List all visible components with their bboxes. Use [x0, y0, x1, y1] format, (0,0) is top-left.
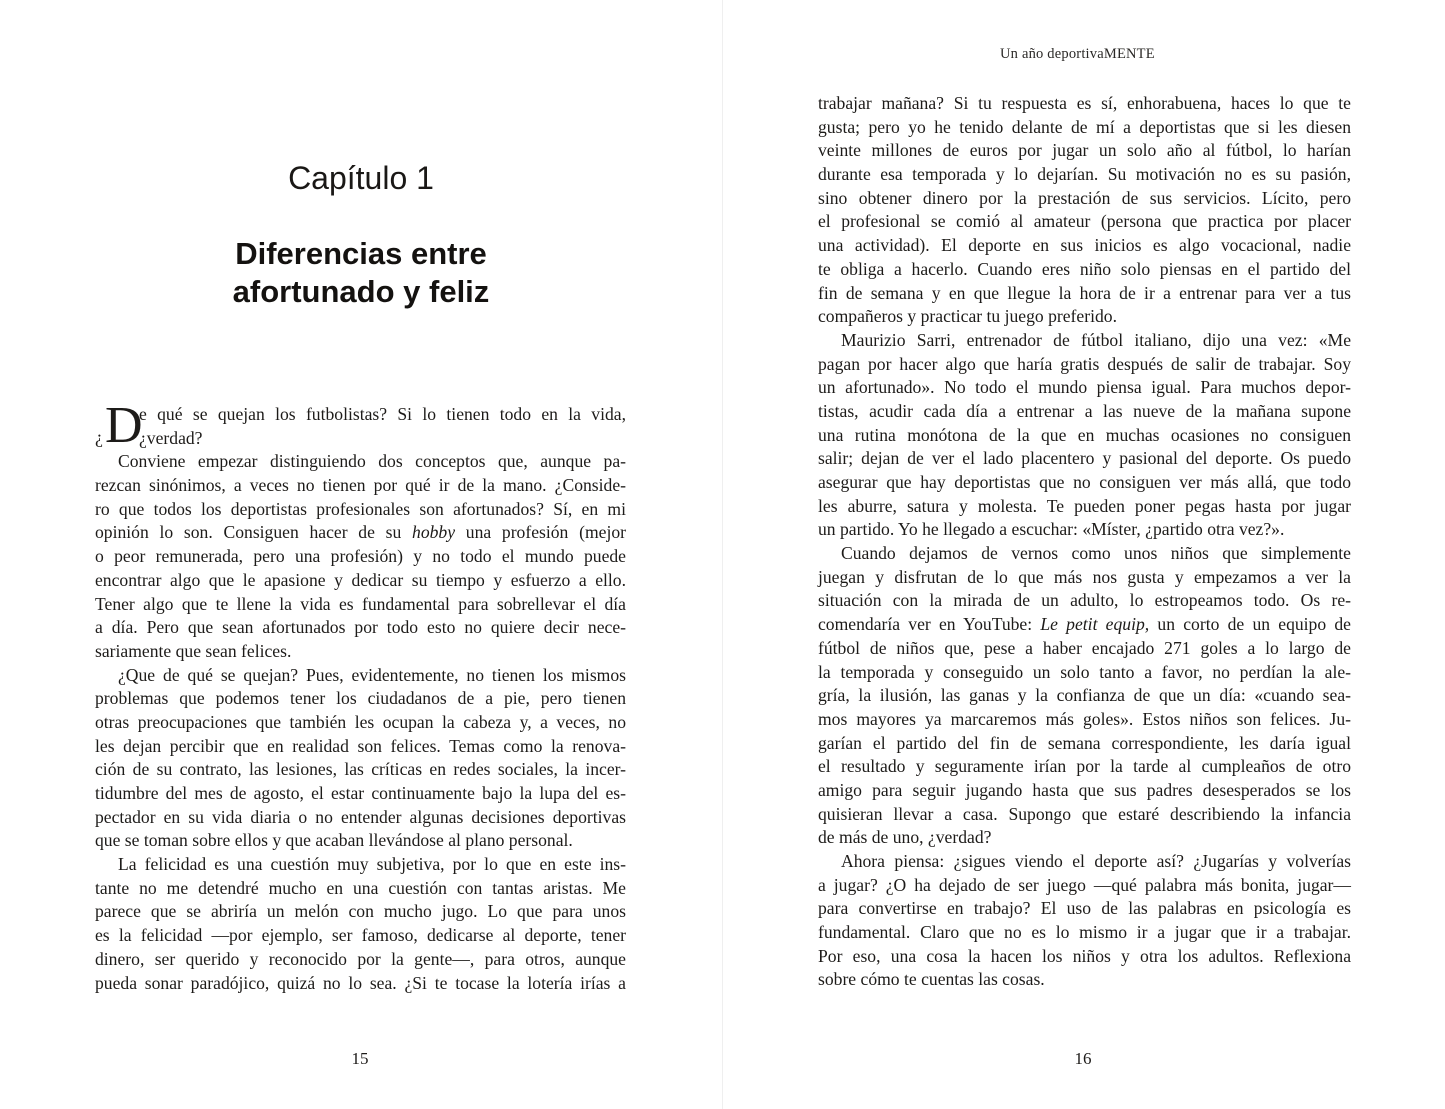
- text-line: fin de semana y en que llegue la hora de ir a entrenar para ver a tus: [818, 282, 1351, 303]
- text-line: durante esa temporada y lo dejarían. Su motivación no es su pasión,: [818, 164, 1351, 185]
- italic-title: Le petit equip,: [1040, 614, 1150, 635]
- text-line: tante no me detendré mucho en una cuestión con tantas aristas. Me: [95, 877, 626, 898]
- italic-term: hobby: [412, 522, 456, 543]
- text-line: quisieran llevar a casa. Supongo que estaré describiendo la infancia: [818, 803, 1351, 824]
- text-line: el resultado y seguramente irían por la tarde al cumpleaños de otro: [818, 756, 1351, 777]
- page-number: 16: [1074, 1049, 1092, 1068]
- text-line: Por eso, una cosa la hacen los niños y otra los adultos. Reflexiona: [818, 945, 1351, 966]
- text-line: es la felicidad —por ejemplo, ser famoso, dedicarse al deporte, tener: [95, 925, 626, 946]
- text-line: salir; dejan de ver el lado placentero y pasional del deporte. Os puedo: [818, 448, 1351, 469]
- text-line: Conviene empezar distinguiendo dos conceptos que, aunque pa-: [118, 451, 626, 472]
- text-line: trabajar mañana? Si tu respuesta es sí, enhorabuena, haces lo que te: [818, 93, 1351, 113]
- text-line: ¿Que de qué se quejan? Pues, evidentemente, no tienen los mismos: [118, 664, 626, 685]
- text-line: la temporada y conseguido un solo tanto a favor, no perdían la ale-: [818, 661, 1351, 682]
- text-line: Cuando dejamos de vernos como unos niños que simplemente: [841, 543, 1351, 564]
- text-line: garían el partido del fin de semana correspondiente, les daría igual: [818, 732, 1351, 753]
- text-line: que se toman sobre ellos y que acaban llevándose al plano personal.: [95, 830, 573, 851]
- text-line: encontrar algo que le apasione y dedicar su tiempo y esfuerzo a ello.: [95, 569, 626, 590]
- text-line: otras preocupaciones que también les ocupan la cabeza y, a veces, no: [95, 711, 626, 732]
- chapter-number: Capítulo 1: [288, 160, 434, 196]
- page-number: 15: [351, 1049, 369, 1068]
- text-line: fútbol de niños que, pese a haber encajado 271 goles a lo largo de: [818, 637, 1351, 658]
- left-page: [0, 0, 722, 1109]
- text-line: tidumbre del mes de agosto, el estar continuamente bajo la lupa del es-: [95, 783, 626, 803]
- text-line: o peor remunerada, pero una profesión) y no todo el mundo puede: [95, 546, 626, 567]
- chapter-title-line: Diferencias entre: [235, 236, 487, 271]
- text-line: gría, la ilusión, las ganas y la confianza de que un día: «cuando sea-: [818, 685, 1351, 706]
- running-head-text: Un año deportivaMENTE: [1000, 46, 1155, 62]
- text-line: un partido. Yo he llegado a escuchar: «Míster, ¿partido otra vez?».: [818, 519, 1285, 540]
- text-line: ro que todos los deportistas profesionales son afortunados? Sí, en mi: [95, 498, 626, 519]
- text-line: e qué se quejan los futbolistas? Si lo tienen todo en la vida,: [139, 404, 626, 424]
- left-body-text: [95, 403, 626, 995]
- text-line: a día. Pero que sean afortunados por todo esto no quiere decir nece-: [95, 617, 626, 638]
- text-line: fundamental. Claro que no es lo mismo ir a jugar que ir a trabajar.: [818, 922, 1351, 943]
- text-line: La felicidad es una cuestión muy subjetiva, por lo que en este ins-: [118, 854, 626, 875]
- text-line: mos mayores ya marcaremos más goles». Estos niños son felices. Ju-: [818, 708, 1351, 729]
- text-line: problemas que podemos tener los ciudadanos de a pie, pero tienen: [95, 688, 626, 709]
- text-line: juegan y disfrutan de lo que más nos gusta y empezamos a ver la: [818, 566, 1351, 587]
- text-line: pectador en su vida diaria o no entender algunas decisiones deportivas: [95, 806, 626, 827]
- chapter-title: [95, 235, 627, 311]
- text-line: Tener algo que te llene la vida es fundamental para sobrellevar el día: [95, 593, 626, 614]
- right-page: [723, 0, 1445, 1109]
- text-segment: un corto de un equipo de: [1149, 614, 1351, 635]
- text-segment: comendaría ver en YouTube:: [818, 614, 1041, 635]
- text-line: Ahora piensa: ¿sigues viendo el deporte así? ¿Jugarías y volverías: [841, 851, 1351, 871]
- text-line: sobre cómo te cuentas las cosas.: [818, 969, 1045, 990]
- text-line: les aburre, satura y molesta. Te pueden poner pegas hasta por jugar: [818, 495, 1351, 516]
- text-line: a jugar? ¿O ha dejado de ser juego —qué palabra más bonita, jugar—: [818, 874, 1351, 895]
- text-line: rezcan sinónimos, a veces no tienen por qué ir de la mano. ¿Conside-: [95, 475, 626, 496]
- text-segment: opinión lo son. Consiguen hacer de su: [95, 522, 413, 543]
- text-line: parece que se abriría un melón con mucho jugo. Lo que para unos: [95, 901, 626, 922]
- text-line: una actividad). El deporte en sus inicios es algo vocacional, nadie: [818, 235, 1351, 256]
- text-line-with-italic: [818, 613, 1351, 637]
- text-line: asegurar que hay deportistas que no consiguen ver más allá, que todo: [818, 472, 1351, 492]
- text-line: gusta; pero yo he tenido delante de mí a deportistas que si les diesen: [818, 116, 1351, 137]
- text-line: el profesional se comió al amateur (persona que practica por placer: [818, 211, 1351, 232]
- text-line: pueda sonar paradójico, quizá no lo sea. ¿Si te tocase la lotería irías a: [95, 972, 626, 993]
- text-line: un afortunado». No todo el mundo piensa igual. Para muchos depor-: [818, 377, 1351, 398]
- text-line: dinero, ser querido y reconocido por la gente—, para otros, aunque: [95, 948, 626, 969]
- text-line: Maurizio Sarri, entrenador de fútbol italiano, dijo una vez: «Me: [841, 329, 1351, 350]
- text-line-with-italic: [95, 521, 626, 545]
- text-line: tistas, acudir cada día a entrenar a las nueve de la mañana supone: [818, 400, 1351, 421]
- text-line: pagan por hacer algo que haría gratis después de salir de trabajar. Soy: [818, 353, 1351, 374]
- text-line: situación con la mirada de un adulto, lo estropeamos todo. Os re-: [818, 590, 1351, 611]
- text-line: sariamente que sean felices.: [95, 640, 292, 661]
- text-line: te obliga a hacerlo. Cuando eres niño solo piensas en el partido del: [818, 258, 1351, 279]
- text-line: amigo para seguir jugando hasta que sus padres desesperados se los: [818, 779, 1351, 800]
- text-line: sino obtener dinero por la prestación de sus servicios. Lícito, pero: [818, 187, 1351, 208]
- text-line: ción de su contrato, las lesiones, las críticas en redes sociales, la incer-: [95, 759, 626, 780]
- text-line: para convertirse en trabajo? El uso de las palabras en psicología es: [818, 898, 1351, 919]
- drop-cap-question-mark: ¿: [95, 427, 103, 447]
- text-line: les dejan percibir que en realidad son felices. Temas como la renova-: [95, 735, 626, 756]
- text-line: de más de uno, ¿verdad?: [818, 827, 992, 848]
- text-line: compañeros y practicar tu juego preferido.: [818, 306, 1117, 327]
- right-body-text: [818, 92, 1351, 992]
- drop-cap-letter: D: [105, 397, 143, 454]
- text-line: una rutina monótona de la que en muchas ocasiones no consiguen: [818, 424, 1351, 445]
- text-line: ¿verdad?: [139, 427, 203, 448]
- text-segment: una profesión (mejor: [455, 522, 626, 543]
- text-line: veinte millones de euros por jugar un solo año al fútbol, lo harían: [818, 140, 1351, 161]
- chapter-title-line: afortunado y feliz: [232, 274, 490, 309]
